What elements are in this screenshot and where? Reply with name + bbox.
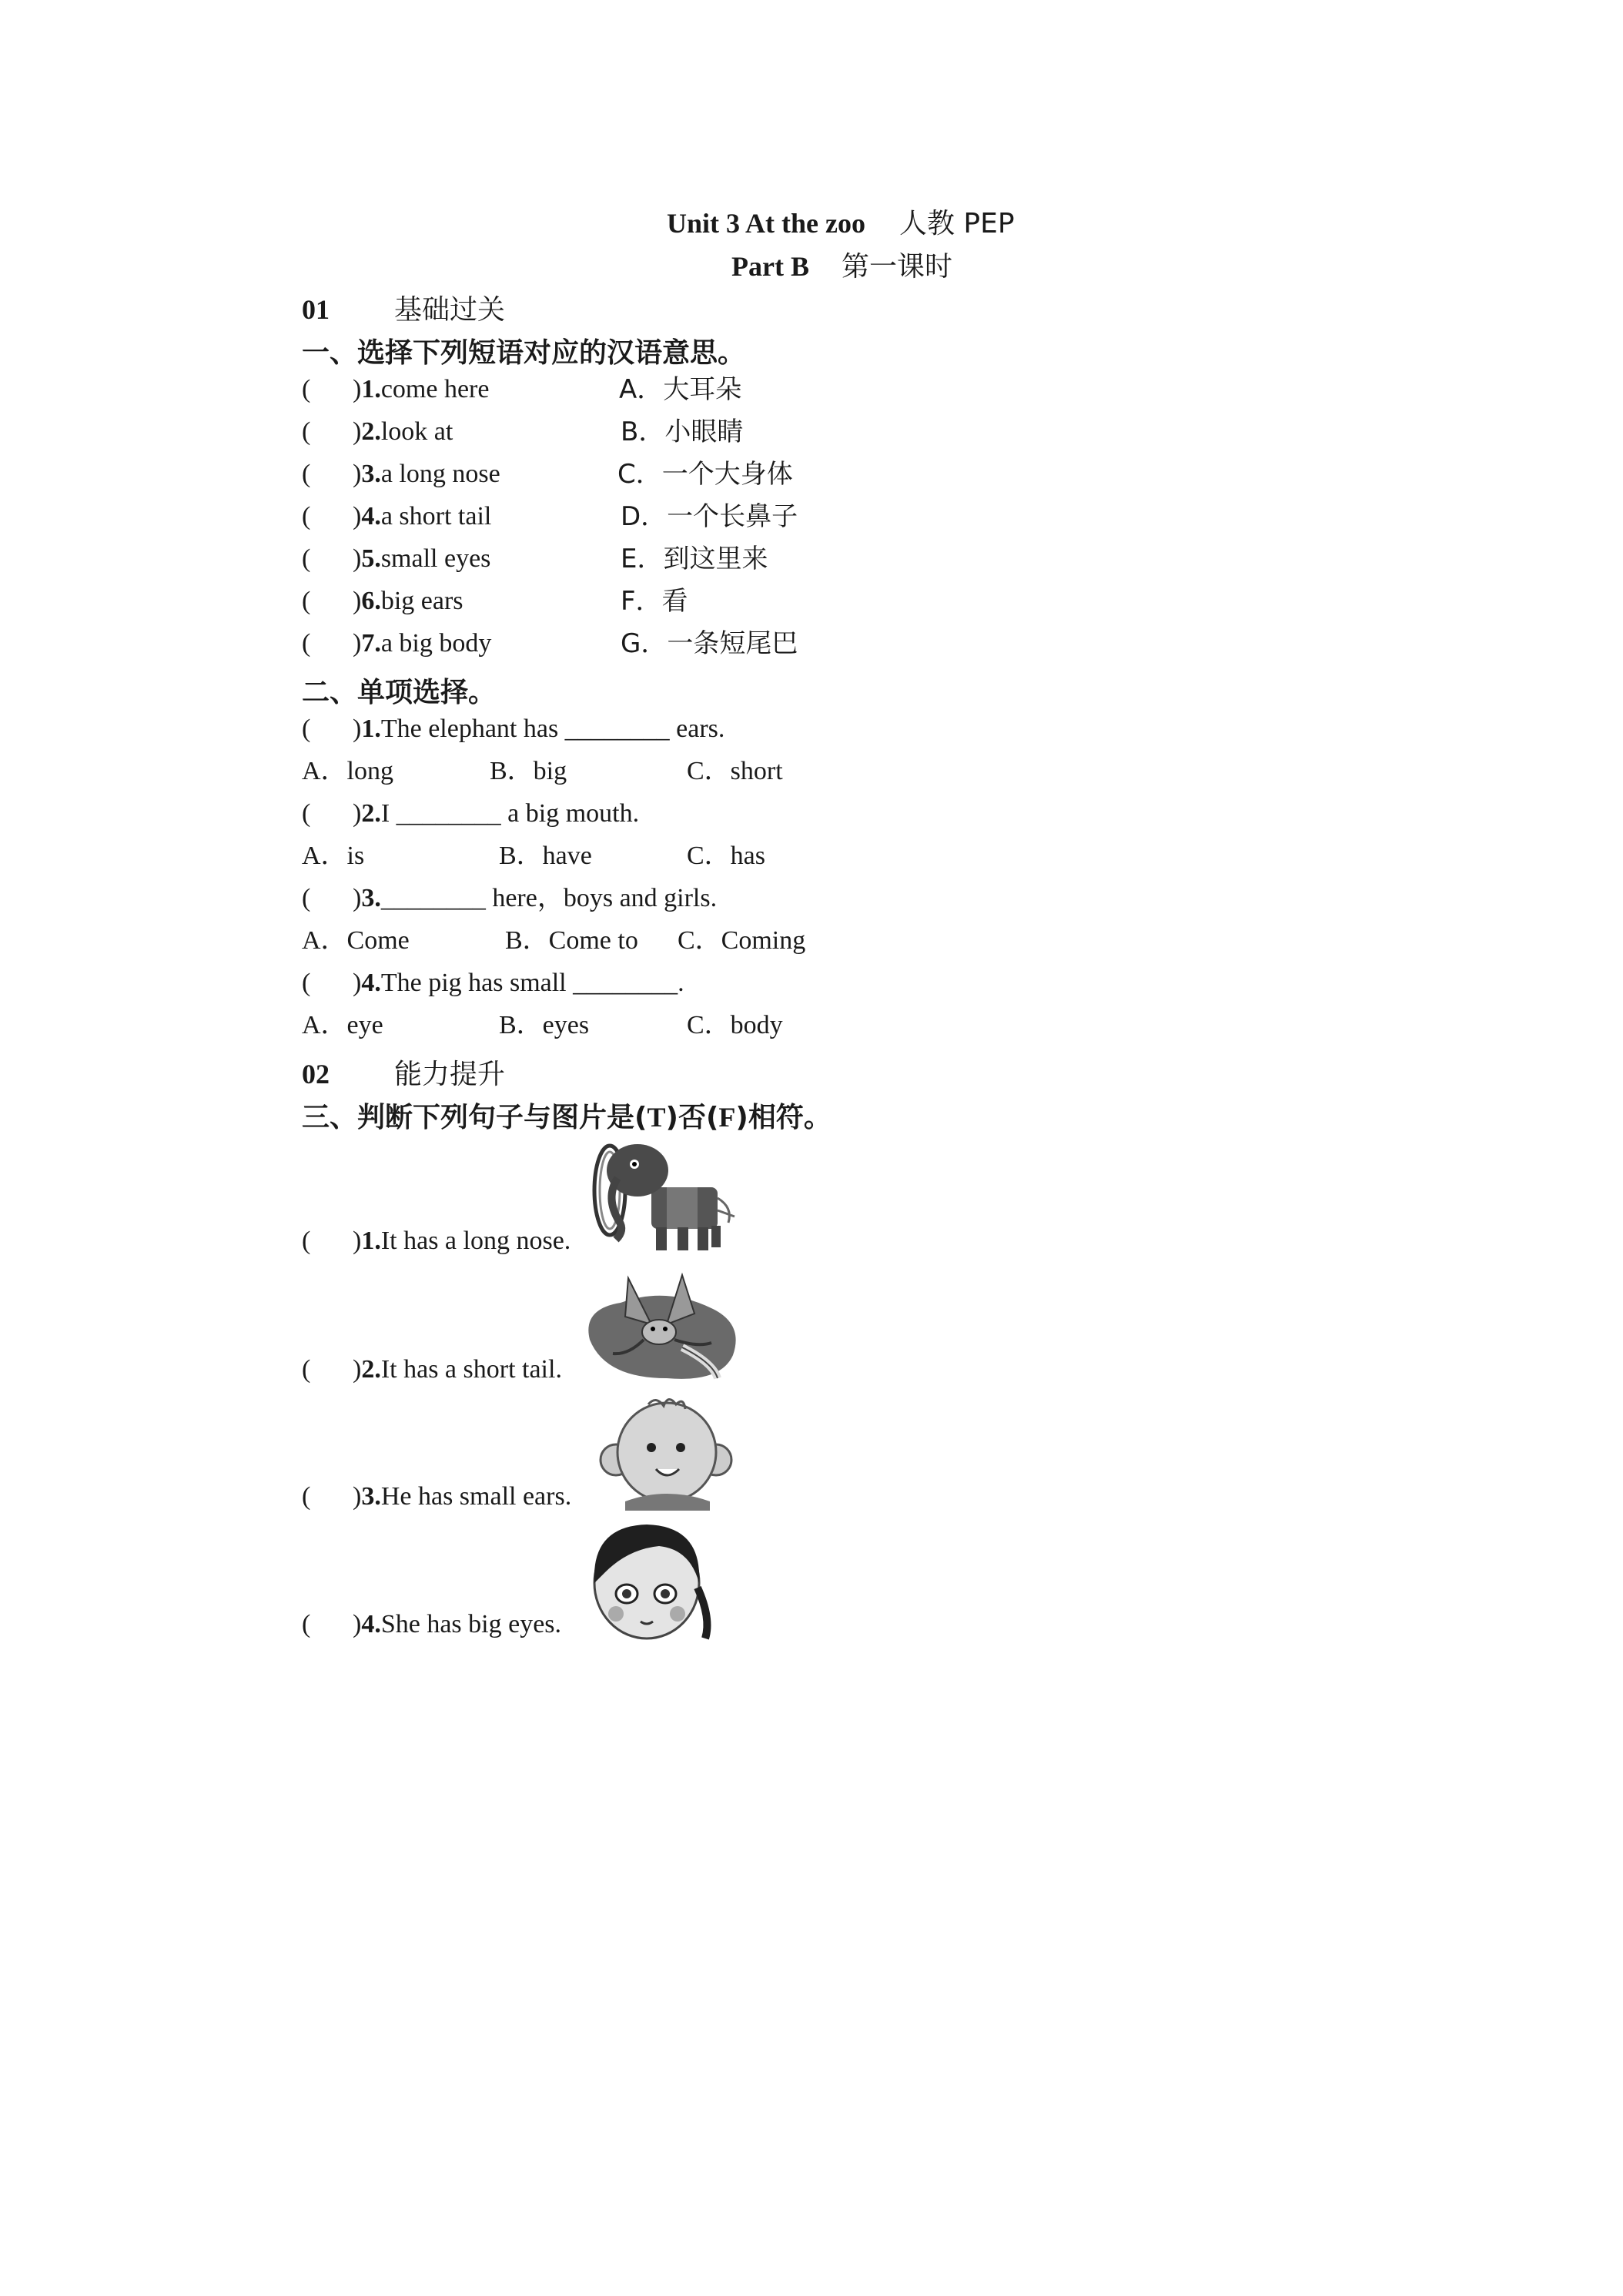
elephant-icon xyxy=(582,1136,751,1257)
option-label: F．看 xyxy=(621,586,688,617)
lesson-label: 第一课时 xyxy=(841,251,952,283)
option-label: D．一个长鼻子 xyxy=(621,501,798,532)
option-label: B．小眼睛 xyxy=(621,417,744,447)
section-label: 基础过关 xyxy=(394,294,506,326)
page-title xyxy=(667,202,1015,241)
option-label: A．大耳朵 xyxy=(619,374,742,405)
part-label: Part B xyxy=(731,251,809,282)
boy-face-icon xyxy=(594,1394,741,1511)
page-subtitle xyxy=(731,245,952,284)
choice-row: A．eye B．eyes C．body xyxy=(302,1011,783,1039)
section-num: 02 xyxy=(302,1059,330,1089)
q2-heading: 二、单项选择。 xyxy=(302,677,497,708)
choice-row: A．is B．have C．has xyxy=(302,842,765,870)
section-label: 能力提升 xyxy=(394,1059,506,1090)
choice-row: A．Come B．Come to C．Coming xyxy=(302,926,806,955)
title-cn: 人教 PEP xyxy=(899,208,1015,239)
choice-row: A．long B．big C．short xyxy=(302,757,783,785)
section-02 xyxy=(302,1053,505,1092)
title-en: Unit 3 At the zoo xyxy=(667,208,865,239)
option-label: G．一条短尾巴 xyxy=(621,628,798,659)
girl-face-icon xyxy=(582,1518,718,1642)
option-label: C．一个大身体 xyxy=(617,459,793,490)
fennec-icon xyxy=(582,1263,744,1386)
option-label: E．到这里来 xyxy=(621,544,768,574)
section-01 xyxy=(302,288,505,327)
q1-heading: 一、选择下列短语对应的汉语意思。 xyxy=(302,337,746,369)
section-num: 01 xyxy=(302,294,330,325)
q3-heading: 三、判断下列句子与图片是(T)否(F)相符。 xyxy=(302,1102,832,1133)
